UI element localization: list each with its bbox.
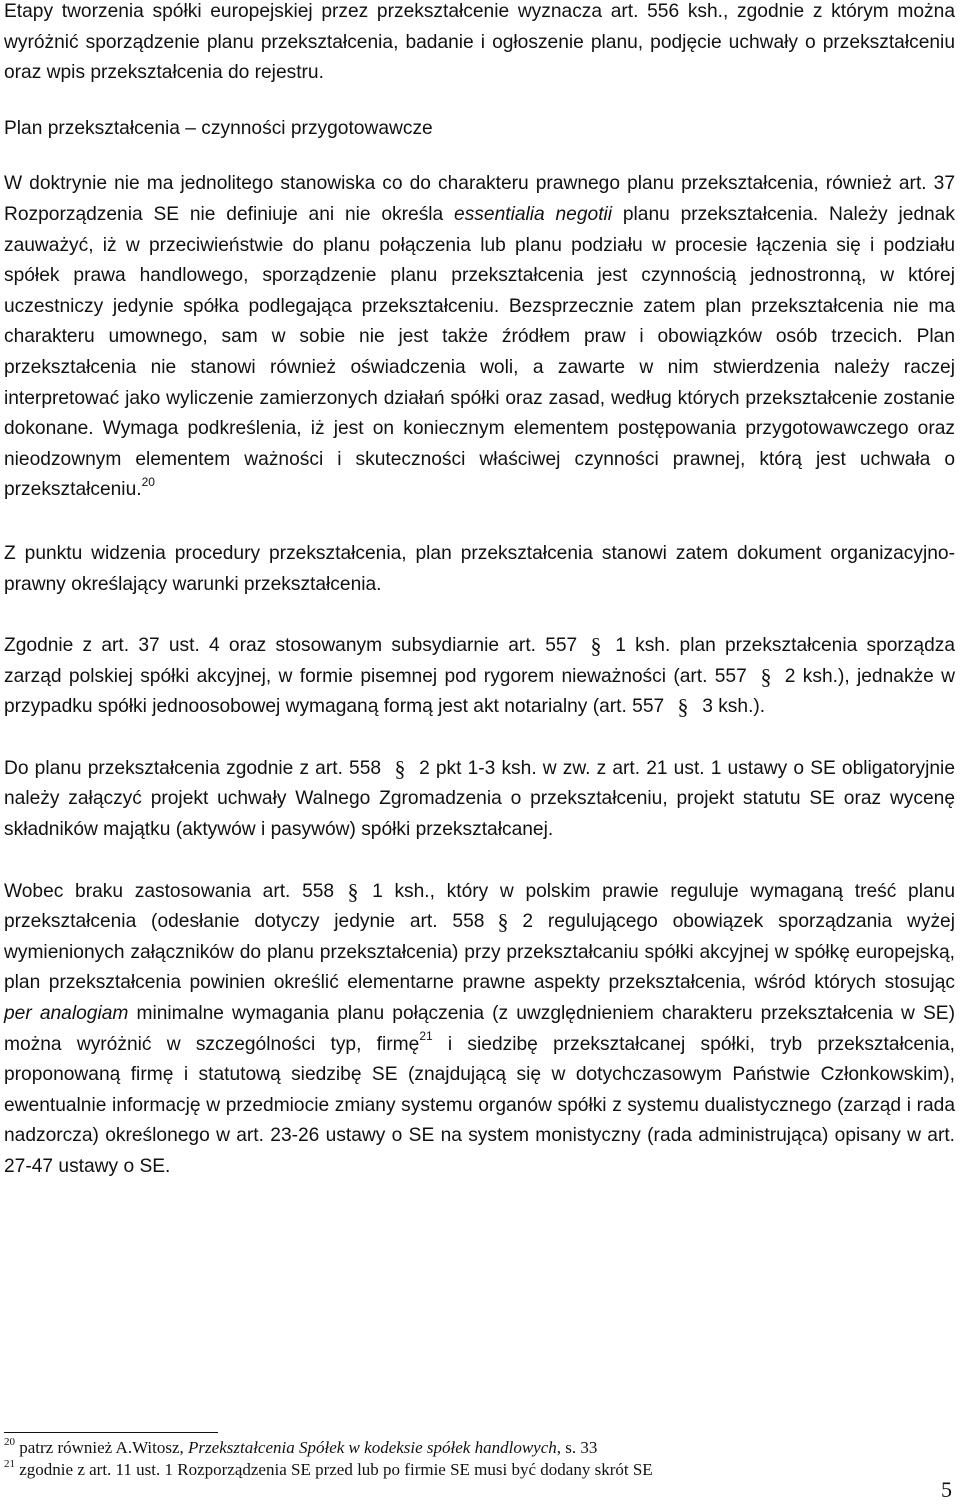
text-run: 2 pkt 1-3 ksh. w zw. z art. 21 ust. 1 ustawy o SE obligatoryjnie należy załączyć projekt uchwały Walnego Zgromadzenia o przekształceniu, projekt statutu SE oraz wycenę składników majątku (aktywów i pasywów) spółki przekształcanej. [4,757,955,841]
text-run: W doktrynie nie ma jednolitego stanowiska co do charakteru prawnego planu przekształcenia, również art. 37 Rozporządzenia SE nie definiuje ani nie określa [4,173,955,225]
footnote-text: , s. 33 [556,1438,598,1457]
footnote-20 [4,1437,904,1459]
footnote-number: 21 [4,1458,15,1471]
paragraph-form [4,631,955,723]
footnote-ref-20[interactable]: 20 [141,474,155,489]
svg-text:§: § [590,635,602,658]
text-run: minimalne wymagania planu połączenia (z uwzględnieniem charakteru przekształcenia w SE) można wyróżnić w szczególności typ, firmę [4,1003,955,1055]
paragraph-legal-nature [4,169,955,506]
paragraph-attachments [4,754,955,846]
footnote-number: 20 [4,1436,15,1449]
footnote-21 [4,1459,904,1481]
svg-text:§: § [394,757,406,780]
text-run: 3 ksh.). [702,696,766,718]
text-run: 1 ksh., który w polskim prawie reguluje wymaganą treść planu przekształcenia (odesłanie dotyczy jedynie art. 558 [4,880,955,933]
footnote-ref-21[interactable]: 21 [419,1029,433,1044]
document-body [4,0,955,1183]
text-run: i siedzibę przekształcanej spółki, tryb przekształcenia, proponowaną firmę i statutową siedzibę SE (znajdującą się w dotychczasowym Państwie Członkowskim), ewentualnie informację w przedmiocie zmiany systemu organów spółki z systemu dualistycznego (zarząd i rada nadzorcza) określonego w art. 23-26 ustawy o SE na system monistyczny (rada administrująca) opisany w art. 27-47 ustawy o SE. [4,1033,955,1177]
section-sign-icon [585,635,607,658]
text-run: Do planu przekształcenia zgodnie z art. 558 [4,757,382,779]
svg-text:§: § [497,911,509,934]
svg-text:§: § [677,696,689,719]
section-sign-icon [389,757,411,780]
paragraph-procedure: Z punktu widzenia procedury przekształcenia, plan przekształcenia stanowi zatem dokument organizacyjno-prawny określający warunki przekształcenia. [4,542,955,595]
text-run: 2 regulującego obowiązek sporządzania wyżej wymienionych załączników do planu przekształcenia) przy przekształcaniu spółki akcyjnej w spółkę europejską, plan przekształcenia powinien określić elementarne prawne aspekty przekształcenia, wśród których stosując [4,911,955,994]
section-heading: Plan przekształcenia – czynności przygotowawcze [4,117,433,139]
italic-term: essentialia negotii [454,203,613,225]
svg-text:§: § [760,665,772,688]
text-run: planu przekształcenia. Należy jednak zauważyć, iż w przeciwieństwie do planu połączenia lub planu podziału w procesie łączenia się i podziału spółek prawa handlowego, sporządzenie planu przekształcenia jest czynnością jednostronną, w której uczestniczy jedynie spółka podlegająca przekształceniu. Bezsprzecznie zatem plan przekształcenia nie ma charakteru umownego, sam w sobie nie jest także źródłem praw i obowiązków osób trzecich. Plan przekształcenia nie stanowi również oświadczenia woli, a zawarte w nim stwierdzenia należy raczej interpretować jako wyliczenie zamierzonych działań spółki oraz zasad, według których przekształcenie zostanie dokonane. Wymaga podkreślenia, iż jest on koniecznym elementem postępowania przygotowawczego oraz nieodzownym elementem ważności i skuteczności właściwej czynności prawnej, którą jest uchwała o przekształceniu. [4,203,955,501]
svg-text:§: § [347,880,359,903]
section-sign-icon [492,911,514,934]
page-number: 5 [941,1477,952,1502]
text-run: Zgodnie z art. 37 ust. 4 oraz stosowanym subsydiarnie art. 557 [4,635,578,657]
text-run: 2 ksh.), jednakże w przypadku spółki jednoosobowej wymaganą formą jest akt notarialny (art. 557 [4,665,955,718]
section-sign-icon [672,696,694,719]
paragraph-intro: Etapy tworzenia spółki europejskiej przez przekształcenie wyznacza art. 556 ksh., zgodnie z którym można wyróżnić sporządzenie planu przekształcenia, badanie i ogłoszenie planu, podjęcie uchwały o przekształceniu oraz wpis przekształcenia do rejestru. [4,1,955,84]
footnote-text: zgodnie z art. 11 ust. 1 Rozporządzenia SE przed lub po firmie SE musi być dodany skrót SE [19,1460,653,1479]
section-sign-icon [755,665,777,688]
footnotes [4,1437,904,1481]
text-run: Wobec braku zastosowania art. 558 [4,880,335,902]
section-sign-icon [342,880,364,903]
footnote-separator [4,1432,218,1433]
italic-term: per analogiam [4,1003,129,1025]
footnote-text: patrz również A.Witosz, [19,1438,189,1457]
footnote-book-title: Przekształcenia Spółek w kodeksie spółek handlowych [188,1438,557,1457]
text-run: 1 ksh. plan przekształcenia sporządza zarząd polskiej spółki akcyjnej, w formie pisemnej pod rygorem nieważności (art. 557 [4,635,956,687]
paragraph-plan-contents [4,877,955,1183]
